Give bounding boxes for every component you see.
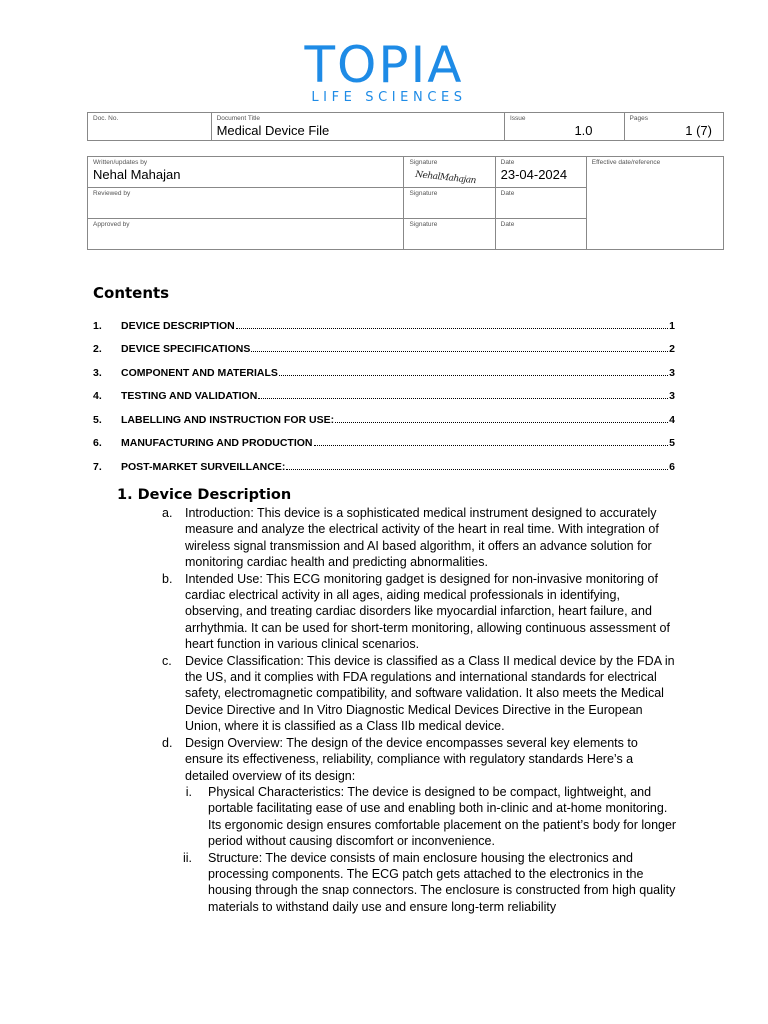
device-description-list [162,505,678,915]
document-title-label: Document Title [216,115,260,122]
toc-label: DEVICE SPECIFICATIONS [121,343,251,355]
toc-entry[interactable] [93,308,675,332]
table-of-contents [93,308,675,473]
toc-page: 4 [669,413,675,426]
handwritten-signature: NehalMahajan [415,169,477,187]
toc-number: 4. [93,390,102,402]
list-marker: c. [162,653,172,668]
sub-list-text: Structure: The device consists of main enclosure housing the electronics and processing components. The ECG patch gets attached to the electronics in the housing through the snap connectors. The enclosure is constructed from high quality materials to withstand daily use and ensure long-term reliability [208,850,676,914]
toc-label: MANUFACTURING AND PRODUCTION [121,437,313,449]
reviewed-signature-cell [404,188,495,219]
toc-page: 3 [669,390,675,402]
list-text: Device Classification: This device is classified as a Class II medical device by the FDA in the US, and it complies with FDA regulations and international standards for electrical safety, electromagnetic compatibility, and software validation. It also meets the Medical Device Directive and In Vitro Diagnostic Medical Devices Directive in the European Union, where it is classified as a Class IIb medical device. [185,653,675,734]
approved-date-label: Date [500,221,515,228]
pages-cell [624,113,723,141]
signature-cell [404,157,495,188]
date-label: Date [500,159,515,166]
list-marker: b. [162,571,173,586]
design-overview-sublist [182,784,678,915]
toc-label: LABELLING AND INSTRUCTION FOR USE: [121,413,335,426]
issue-label: Issue [509,115,526,122]
date-value: 23-04-2024 [500,167,568,182]
reviewed-signature-label: Signature [409,190,438,197]
doc-no-label: Doc. No. [93,115,119,122]
reviewed-by-label: Reviewed by [93,190,131,197]
toc-leader [236,328,668,329]
toc-leader [279,375,668,376]
list-marker: d. [162,735,173,750]
contents-heading: Contents [93,284,170,302]
issue-value: 1.0 [574,123,593,138]
document-title-cell [211,113,504,141]
reviewed-by-cell [88,188,404,219]
approved-signature-cell [404,219,495,250]
toc-entry[interactable] [93,332,675,356]
company-logo [0,36,768,106]
approval-table [87,156,724,250]
toc-page: 6 [669,460,675,473]
toc-leader [258,398,668,399]
toc-entry[interactable] [93,449,675,473]
document-title-value: Medical Device File [216,123,330,138]
toc-number: 2. [93,343,102,355]
section-heading: 1. Device Description [117,487,292,503]
toc-label: POST-MARKET SURVEILLANCE: [121,460,286,473]
toc-entry[interactable] [93,402,675,426]
sub-list-item [182,850,678,916]
toc-leader [251,351,668,352]
toc-page: 5 [669,437,675,449]
toc-entry[interactable] [93,379,675,403]
written-by-value: Nehal Mahajan [93,167,181,182]
list-text: Intended Use: This ECG monitoring gadget is designed for non-invasive monitoring of cardiac electrical activity in all ages, aiding medical professionals in identifying, observing, and treating cardiac disorders like myocardial infarction, heart failure, and arrhythmia. It can be used for short-term monitoring, allowing continuous assessment of heart function in various clinical scenarios. [185,571,670,652]
toc-label: DEVICE DESCRIPTION [121,319,235,332]
approved-signature-label: Signature [409,221,438,228]
doc-no-cell [88,113,212,141]
logo-wordmark: TOPIA [304,36,464,94]
toc-entry[interactable] [93,426,675,450]
toc-label: TESTING AND VALIDATION [121,390,258,402]
signature-label: Signature [409,159,438,166]
toc-page: 3 [669,366,675,379]
toc-label: COMPONENT AND MATERIALS [121,366,278,379]
toc-number: 6. [93,437,102,449]
toc-page: 1 [669,319,675,332]
toc-number: 1. [93,319,102,332]
pages-label: Pages [629,115,648,122]
sub-list-marker: i. [185,784,192,799]
toc-leader [335,422,668,423]
written-by-cell [88,157,404,188]
approved-by-cell [88,219,404,250]
reviewed-date-label: Date [500,190,515,197]
list-item [162,735,678,784]
toc-entry[interactable] [93,355,675,379]
list-item [162,571,678,653]
toc-leader [286,469,668,470]
toc-number: 7. [93,460,102,473]
date-cell [495,157,586,188]
written-by-label: Written/updates by [93,159,148,166]
reviewed-date-cell [495,188,586,219]
toc-number: 5. [93,413,102,426]
toc-leader [314,445,669,446]
sub-list-marker: ii. [182,850,192,865]
document-header-table [87,112,724,141]
list-text: Design Overview: The design of the device encompasses several key elements to ensure its effectiveness, reliability, compliance with regulatory standards Here’s a detailed overview of its design: [185,735,638,783]
sub-list-text: Physical Characteristics: The device is designed to be compact, lightweight, and portable facilitating ease of use and enabling both in-clinic and at-home monitoring. Its ergonomic design ensures comfortable placement on the patient’s body for longer period without causing discomfort or inconvenience. [208,784,677,849]
logo-tagline: LIFE SCIENCES [311,90,467,105]
approved-date-cell [495,219,586,250]
toc-page: 2 [669,343,675,355]
list-text: Introduction: This device is a sophisticated medical instrument designed to accurately measure and analyze the electrical activity of the heart in real time. With integration of wireless signal transmission and AI based algorithm, it offers an advance solution for monitoring cardiac health and predicting abnormalities. [185,506,659,570]
pages-value: 1 (7) [685,123,712,138]
approved-by-label: Approved by [93,221,130,228]
toc-number: 3. [93,366,102,379]
issue-cell [504,113,624,141]
list-item [162,653,678,735]
sub-list-item [186,784,678,850]
effective-date-cell [586,157,723,250]
effective-date-label: Effective date/reference [591,159,661,166]
list-marker: a. [162,506,173,520]
list-item [162,505,678,571]
